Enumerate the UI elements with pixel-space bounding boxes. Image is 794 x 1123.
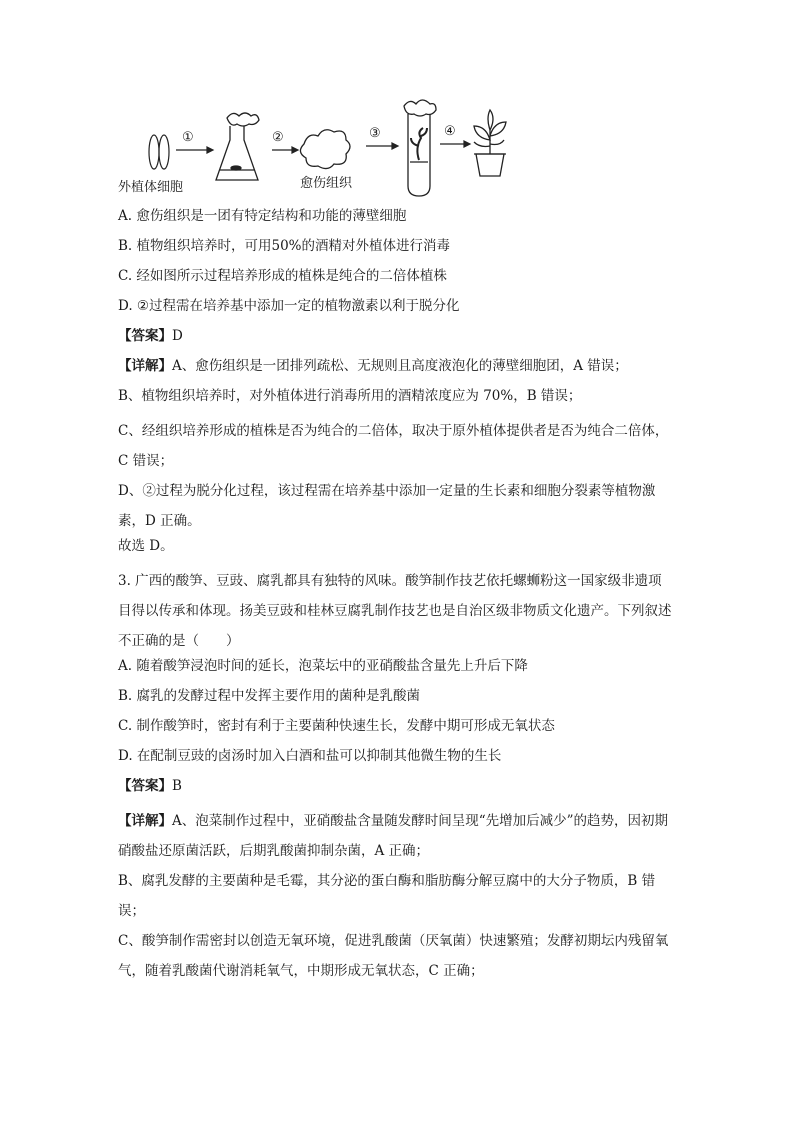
q3-answer-line xyxy=(118,776,674,806)
q2-answer-tag: 【答案】 xyxy=(118,328,172,344)
q2-detail-a: A、愈伤组织是一团排列疏松、无规则且高度液泡化的薄壁细胞团，A 错误； xyxy=(172,358,628,374)
arrow-step-1 xyxy=(176,147,213,153)
q2-option-a: A. 愈伤组织是一团有特定结构和功能的薄壁细胞 xyxy=(118,208,407,224)
culture-flask-drawing xyxy=(216,113,259,180)
q2-answer-line xyxy=(118,326,674,356)
q2-detail-b: B、植物组织培养时，对外植体进行消毒所用的酒精浓度应为 70%，B 错误； xyxy=(118,388,582,404)
q2-option-d: D. ②过程需在培养基中添加一定的植物激素以利于脱分化 xyxy=(118,298,460,314)
explant-cells-drawing xyxy=(149,135,169,169)
potted-plant-drawing xyxy=(474,110,506,176)
q2-option-c: C. 经如图所示过程培养形成的植株是纯合的二倍体植株 xyxy=(118,268,447,284)
question-content xyxy=(118,206,674,986)
arrow-step-4 xyxy=(440,141,470,147)
q2-detail-a-line xyxy=(118,356,674,386)
q3-answer: B xyxy=(172,778,182,794)
step-4-label: ④ xyxy=(444,124,456,139)
explant-cells-label: 外植体细胞 xyxy=(118,180,184,195)
q2-conclusion: 故选 D。 xyxy=(118,538,174,554)
step-2-label: ② xyxy=(272,130,284,145)
q3-option-a: A. 随着酸笋浸泡时间的延长，泡菜坛中的亚硝酸盐含量先上升后下降 xyxy=(118,658,528,674)
q2-detail-c: C、经组织培养形成的植株是否为纯合的二倍体，取决于原外植体提供者是否为纯合二倍体，C 错误； xyxy=(118,423,669,469)
q3-detail-c: C、酸笋制作需密封以创造无氧环境，促进乳酸菌（厌氧菌）快速繁殖；发酵初期坛内残留氧气，随着乳酸菌代谢消耗氧气，中期形成无氧状态，C 正确； xyxy=(118,933,669,979)
q3-detail-tag: 【详解】 xyxy=(118,813,172,829)
arrow-step-3 xyxy=(366,143,398,149)
q3-option-d: D. 在配制豆豉的卤汤时加入白酒和盐可以抑制其他微生物的生长 xyxy=(118,748,502,764)
arrow-step-2 xyxy=(272,147,298,153)
q2-detail-d: D、②过程为脱分化过程，该过程需在培养基中添加一定量的生长素和细胞分裂素等植物激素，D 正确。 xyxy=(118,483,656,529)
test-tube-drawing xyxy=(404,100,436,196)
q3-option-c: C. 制作酸笋时，密封有利于主要菌种快速生长，发酵中期可形成无氧状态 xyxy=(118,718,555,734)
step-1-label: ① xyxy=(182,130,194,145)
q3-detail-a-line xyxy=(118,806,674,866)
q2-detail-tag: 【详解】 xyxy=(118,358,172,374)
step-3-label: ③ xyxy=(369,126,381,141)
callus-label: 愈伤组织 xyxy=(300,176,353,191)
q3-option-b: B. 腐乳的发酵过程中发挥主要作用的菌种是乳酸菌 xyxy=(118,688,421,704)
q3-stem: 3. 广西的酸笋、豆豉、腐乳都具有独特的风味。酸笋制作技艺依托螺蛳粉这一国家级非遗项目得以传承和体现。扬美豆豉和桂林豆腐乳制作技艺也是自治区级非物质文化遗产。下列叙述不正确的是（ ） xyxy=(118,573,672,649)
q3-answer-tag: 【答案】 xyxy=(118,778,172,794)
q2-option-b: B. 植物组织培养时，可用50%的酒精对外植体进行消毒 xyxy=(118,238,451,254)
q3-detail-b: B、腐乳发酵的主要菌种是毛霉，其分泌的蛋白酶和脂肪酶分解豆腐中的大分子物质，B 错误； xyxy=(118,873,656,919)
q3-detail-a: A、泡菜制作过程中，亚硝酸盐含量随发酵时间呈现“先增加后减少”的趋势，因初期硝酸盐还原菌活跃，后期乳酸菌抑制杂菌，A 正确； xyxy=(118,813,669,859)
tissue-culture-figure xyxy=(112,96,532,204)
q2-answer: D xyxy=(172,328,183,344)
callus-drawing xyxy=(300,130,350,169)
